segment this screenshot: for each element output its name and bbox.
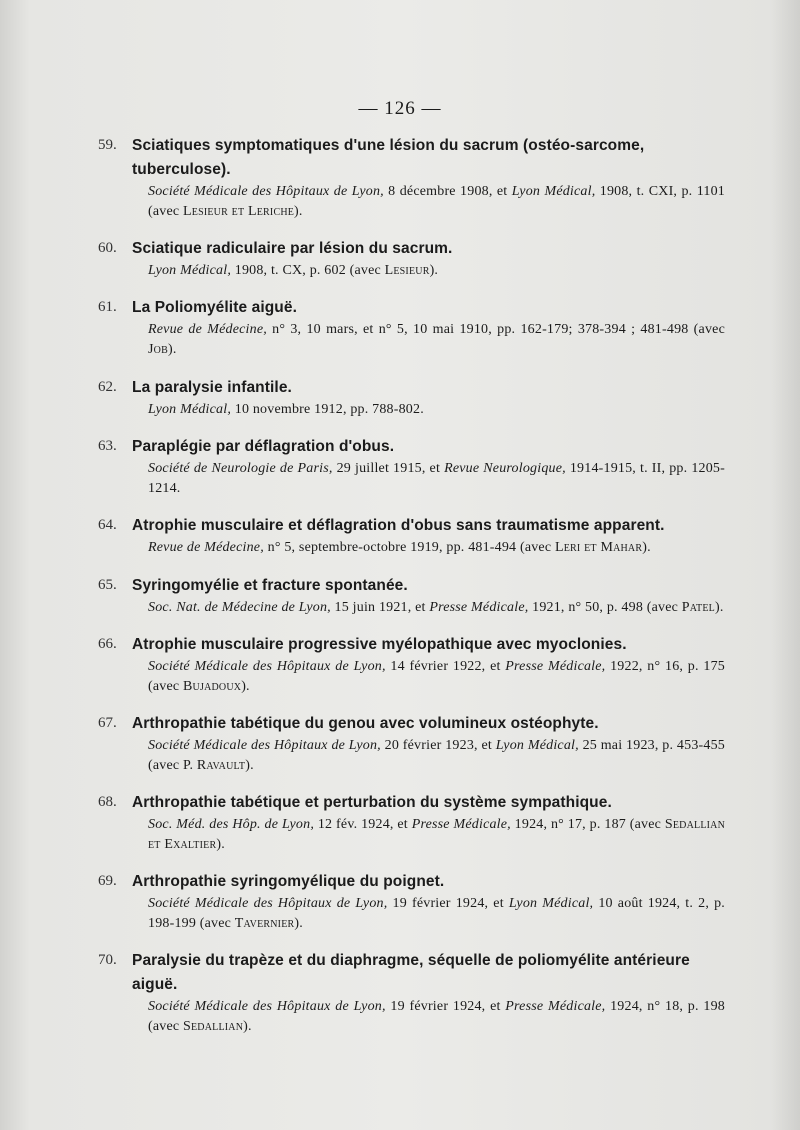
reference-details: 20 février 1923, et	[380, 738, 496, 753]
bibliography-entry	[100, 237, 725, 281]
reference-details: 15 juin 1921, et	[330, 600, 430, 615]
reference-end: ).	[243, 1019, 252, 1034]
bibliography-entry	[100, 134, 725, 222]
bibliography-entry	[100, 633, 725, 697]
bibliography-list	[100, 134, 725, 1052]
coauthors: Bujadoux	[183, 679, 242, 694]
coauthors: Tavernier	[234, 916, 295, 931]
entry-reference	[100, 997, 725, 1037]
reference-details: 29 juillet 1915, et	[332, 461, 445, 476]
entry-number: 62.	[98, 379, 117, 395]
reference-details: 1922, n° 16, p. 175 (avec	[148, 659, 725, 694]
reference-details: 1908, t. CXI, p. 1101 (avec	[148, 184, 725, 219]
reference-end: ).	[245, 758, 254, 773]
entry-number: 60.	[98, 240, 117, 256]
entry-number: 61.	[98, 299, 117, 315]
reference-details: 25 mai 1923, p. 453-455 (avec	[148, 738, 725, 773]
entry-title: La Poliomyélite aiguë.	[132, 299, 297, 316]
publication-name: Lyon Médical,	[495, 738, 579, 753]
publication-name: Revue de Médecine,	[148, 540, 264, 555]
entry-title: Paralysie du trapèze et du diaphragme, séquelle de poliomyélite antérieure aiguë.	[132, 952, 690, 993]
coauthors: Lesieur et Leriche	[183, 204, 295, 219]
reference-end: ).	[167, 342, 177, 357]
entry-title: Atrophie musculaire et déflagration d'obus sans traumatisme apparent.	[132, 517, 665, 534]
publication-name: Société Médicale des Hôpitaux de Lyon,	[148, 999, 386, 1014]
entry-title: Sciatique radiculaire par lésion du sacrum.	[132, 240, 453, 257]
reference-end: ).	[294, 204, 303, 219]
reference-details: 1924, n° 18, p. 198 (avec	[148, 999, 725, 1034]
reference-details: 10 août 1924, t. 2, p. 198-199 (avec	[148, 896, 725, 931]
publication-name: Société Médicale des Hôpitaux de Lyon,	[148, 659, 386, 674]
reference-details: n° 5, septembre-octobre 1919, pp. 481-494 (avec	[263, 540, 555, 555]
bibliography-entry	[100, 791, 725, 855]
entry-reference	[100, 815, 725, 855]
publication-name: Société de Neurologie de Paris,	[148, 461, 333, 476]
coauthors: Sedallian et Exaltier	[148, 817, 726, 852]
bibliography-entry	[100, 435, 725, 499]
publication-name: Presse Médicale,	[429, 600, 529, 615]
entry-reference	[100, 320, 725, 360]
bibliography-entry	[100, 376, 725, 420]
publication-name: Presse Médicale,	[505, 659, 606, 674]
coauthors: Leri et Mahar	[554, 540, 643, 555]
publication-name: Presse Médicale,	[505, 999, 606, 1014]
page-number: — 126 —	[358, 98, 442, 119]
coauthors: Sedallian	[183, 1019, 244, 1034]
reference-end: ).	[429, 263, 439, 278]
entry-reference	[100, 538, 725, 558]
coauthors: Job	[148, 342, 168, 357]
bibliography-entry	[100, 949, 725, 1037]
reference-end: ).	[241, 679, 250, 694]
entry-reference	[100, 261, 725, 281]
bibliography-entry	[100, 712, 725, 776]
reference-end: ).	[294, 916, 303, 931]
publication-name: Société Médicale des Hôpitaux de Lyon,	[148, 738, 381, 753]
reference-details: 19 février 1924, et	[385, 999, 506, 1014]
publication-name: Lyon Médical,	[148, 263, 232, 278]
entry-reference	[100, 598, 725, 618]
reference-details: n° 3, 10 mars, et n° 5, 10 mai 1910, pp. 162-179; 378-394 ; 481-498 (avec	[266, 322, 725, 337]
publication-name: Société Médicale des Hôpitaux de Lyon,	[148, 184, 384, 199]
entry-number: 64.	[98, 517, 117, 533]
reference-end: ).	[216, 837, 225, 852]
entry-number: 65.	[98, 577, 117, 593]
entry-number: 59.	[98, 137, 117, 153]
entry-reference	[100, 736, 725, 776]
publication-name: Société Médicale des Hôpitaux de Lyon,	[148, 896, 388, 911]
entry-title: Arthropathie syringomyélique du poignet.	[132, 873, 445, 890]
publication-name: Revue de Médecine,	[148, 322, 267, 337]
coauthors: Patel	[681, 600, 715, 615]
reference-details: 14 février 1922, et	[385, 659, 506, 674]
reference-details: 19 février 1924, et	[387, 896, 509, 911]
entry-reference	[100, 400, 725, 420]
coauthors: P. Ravault	[183, 758, 246, 773]
entry-reference	[100, 894, 725, 934]
entry-title: Syringomyélie et fracture spontanée.	[132, 577, 408, 594]
entry-title: Arthropathie tabétique du genou avec volumineux ostéophyte.	[132, 715, 599, 732]
entry-number: 63.	[98, 438, 117, 454]
entry-title: Arthropathie tabétique et perturbation du système sympathique.	[132, 794, 612, 811]
reference-details: 8 décembre 1908, et	[383, 184, 512, 199]
reference-details: 10 novembre 1912, pp. 788-802.	[231, 402, 424, 417]
entry-reference	[100, 657, 725, 697]
bibliography-entry	[100, 514, 725, 558]
reference-details: 1921, n° 50, p. 498 (avec	[528, 600, 682, 615]
reference-end: ).	[642, 540, 651, 555]
publication-name: Lyon Médical,	[511, 184, 596, 199]
entry-title: Atrophie musculaire progressive myélopathique avec myoclonies.	[132, 636, 627, 653]
entry-reference	[100, 182, 725, 222]
publication-name: Lyon Médical,	[148, 402, 232, 417]
reference-details: 1924, n° 17, p. 187 (avec	[510, 817, 665, 832]
entry-number: 66.	[98, 636, 117, 652]
bibliography-entry	[100, 870, 725, 934]
publication-name: Presse Médicale,	[411, 817, 511, 832]
publication-name: Soc. Méd. des Hôp. de Lyon,	[148, 817, 315, 832]
entry-number: 69.	[98, 873, 117, 889]
entry-number: 67.	[98, 715, 117, 731]
coauthors: Lesieur	[384, 263, 430, 278]
entry-number: 70.	[98, 952, 117, 968]
entry-title: La paralysie infantile.	[132, 379, 292, 396]
publication-name: Soc. Nat. de Médecine de Lyon,	[148, 600, 331, 615]
reference-details: 1908, t. CX, p. 602 (avec	[231, 263, 385, 278]
bibliography-entry	[100, 574, 725, 618]
bibliography-entry	[100, 296, 725, 360]
publication-name: Revue Neurologique,	[444, 461, 566, 476]
reference-details: 12 fév. 1924, et	[314, 817, 412, 832]
entry-title: Paraplégie par déflagration d'obus.	[132, 438, 395, 455]
publication-name: Lyon Médical,	[508, 896, 594, 911]
entry-number: 68.	[98, 794, 117, 810]
entry-reference	[100, 459, 725, 499]
reference-end: ).	[714, 600, 724, 615]
reference-details: 1914-1915, t. II, pp. 1205-1214.	[148, 461, 725, 496]
entry-title: Sciatiques symptomatiques d'une lésion du sacrum (ostéo-sarcome, tuberculose).	[132, 137, 645, 178]
